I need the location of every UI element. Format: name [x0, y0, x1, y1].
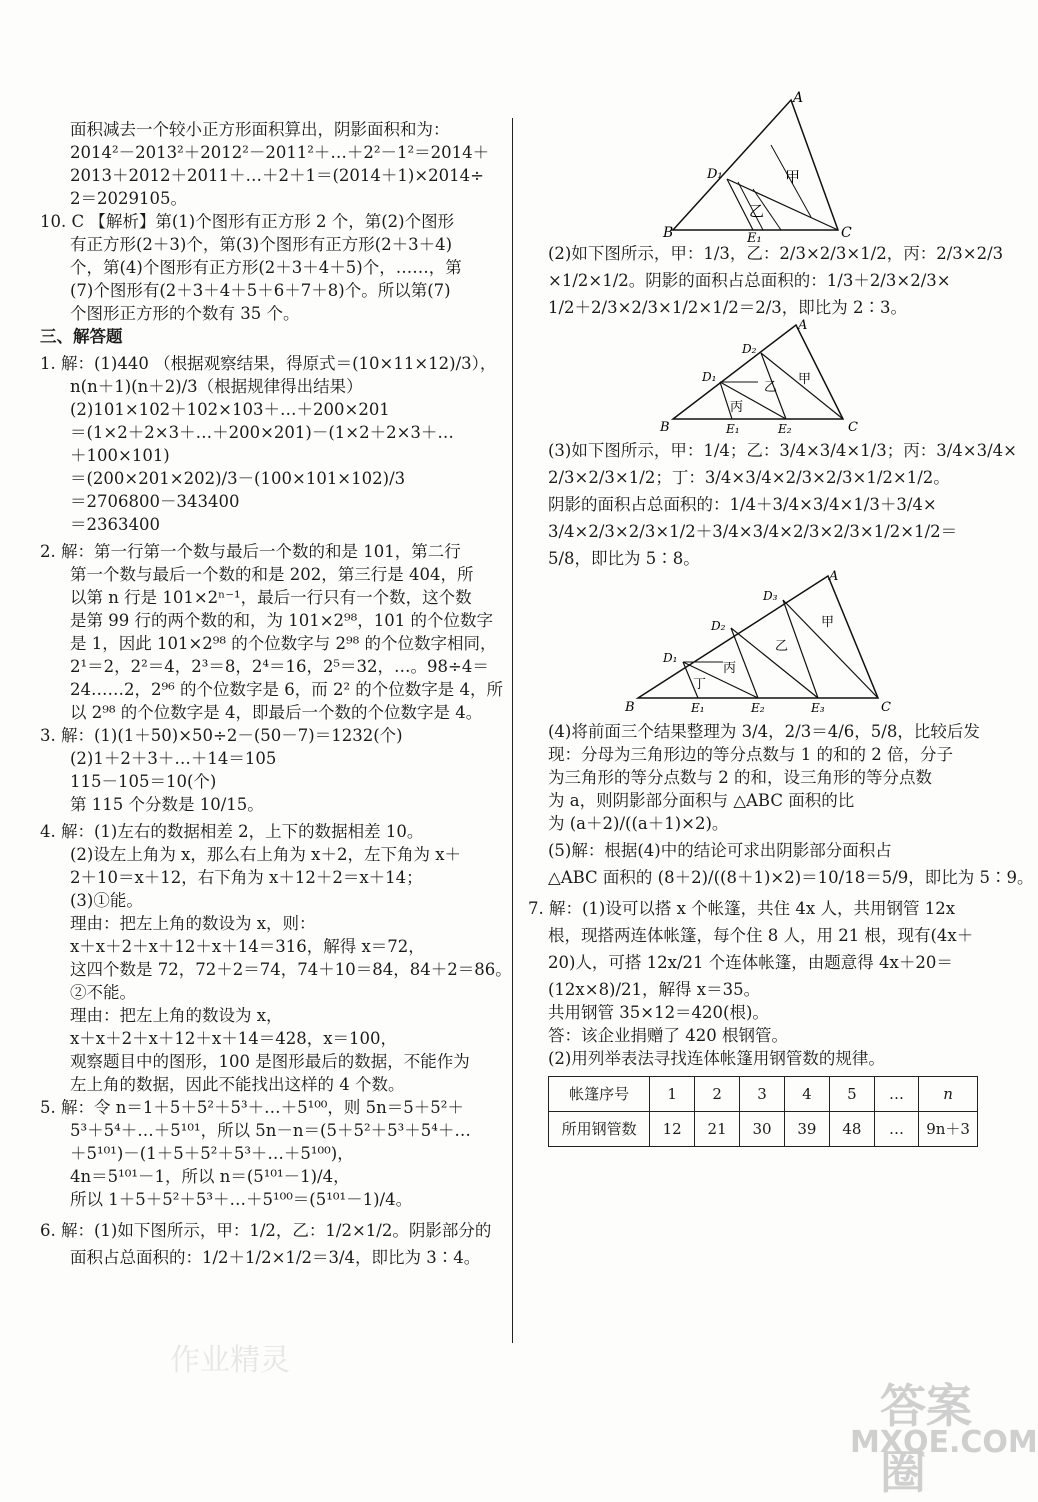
triangle-abc	[638, 576, 878, 698]
text-line: x＋x＋2＋x＋12＋x＋14＝316，解得 x＝72，	[70, 937, 425, 956]
triangle-figure-1	[663, 90, 863, 246]
left-column	[40, 118, 512, 1269]
text-line: (7)个图形有(2＋3＋4＋5＋6＋7＋8)个。所以第(7)	[70, 281, 451, 300]
text-line: 所以 1＋5＋5²＋5³＋…＋5¹⁰⁰＝(5¹⁰¹－1)/4。	[70, 1190, 413, 1209]
text-line: (2)如下图所示，甲：1/3，乙：2/3×2/3×1/2，丙：2/3×2/3	[548, 244, 1004, 263]
answer-3: 3. 解：(1)(1＋50)×50÷2－(50－7)＝1232(个)	[40, 726, 403, 745]
text-line: 24……2，2⁹⁶ 的个位数字是 6，而 2² 的个位数字是 4，所	[70, 680, 504, 699]
text-line: 5/8，即比为 5∶8。	[548, 549, 700, 568]
text-line: ＝(200×201×202)/3－(100×101×102)/3	[70, 469, 406, 488]
text-line: 面积减去一个较小正方形面积算出，阴影面积和为：	[70, 120, 450, 139]
table-row	[549, 1112, 978, 1147]
text-line: ＋5¹⁰¹)－(1＋5＋5²＋5³＋…＋5¹⁰⁰)，	[70, 1144, 354, 1163]
text-line: (3)如下图所示，甲：1/4；乙：3/4×3/4×1/3；丙：3/4×3/4×	[548, 441, 1018, 460]
label-a: A	[793, 90, 804, 106]
text-line: (2)101×102＋102×103＋…＋200×201	[70, 400, 390, 419]
text-line: 左上角的数据，因此不能找出这样的 4 个数。	[70, 1075, 405, 1094]
table-header-cell: 所用钢管数	[549, 1112, 650, 1147]
label-yi: 乙	[764, 380, 778, 395]
label-d2: D₂	[711, 619, 726, 633]
watermark-url: MXQE.COM	[850, 1425, 1038, 1460]
table-cell: …	[874, 1077, 918, 1112]
text-line: 4n＝5¹⁰¹－1，所以 n＝(5¹⁰¹－1)/4，	[70, 1167, 350, 1186]
answer-7: 7. 解：(1)设可以搭 x 个帐篷，共住 4x 人，共用钢管 12x	[528, 899, 955, 918]
text-line: 为三角形的等分点数与 2 的和，设三角形的等分点数	[548, 768, 932, 787]
label-a: A	[829, 569, 839, 584]
table-cell: …	[874, 1112, 918, 1147]
label-ding: 丁	[693, 677, 707, 692]
watermark-faint: 作业精灵	[170, 1343, 290, 1378]
triangle-figure-2	[658, 319, 868, 439]
text-line: (3)①能。	[70, 891, 143, 910]
table-cell: 5	[829, 1077, 874, 1112]
text-line: ×1/2×1/2。阴影的面积占总面积的：1/3＋2/3×2/3×	[548, 271, 951, 290]
text-line: 是第 99 行的两个数的和，为 101×2⁹⁸，101 的个位数字	[70, 611, 494, 630]
text-line: (2)设左上角为 x，那么右上角为 x＋2，左下角为 x＋	[70, 845, 462, 864]
table-row	[549, 1077, 978, 1112]
text-line: 115－105＝10(个)	[70, 772, 217, 791]
label-d1: D₁	[702, 370, 717, 384]
triangle-abc	[673, 325, 843, 419]
label-b: B	[663, 225, 674, 241]
label-e1: E₁	[747, 231, 762, 246]
triangle-figure-3	[623, 570, 903, 720]
column-divider	[512, 118, 513, 1343]
label-e3: E₃	[811, 701, 825, 715]
label-yi: 乙	[749, 202, 765, 220]
text-line: 这四个数是 72，72＋2＝74，74＋10＝84，84＋2＝86。	[70, 960, 512, 979]
text-line: 2＝2029105。	[70, 189, 187, 208]
text-line: 个，第(4)个图形有正方形(2＋3＋4＋5)个，……，第	[70, 258, 462, 277]
text-line: 第一个数与最后一个数的和是 202，第三行是 404，所	[70, 565, 474, 584]
watermark-logo: 答案圈	[880, 1379, 972, 1499]
text-line: (2)1＋2＋3＋…＋14＝105	[70, 749, 277, 768]
text-line: 2/3×2/3×1/2；丁：3/4×3/4×2/3×2/3×1/2×1/2。	[548, 468, 950, 487]
segment-d1-c	[727, 179, 838, 230]
text-line: ＝(1×2＋2×3＋…＋200×201)－(1×2＋2×3＋…	[70, 423, 454, 442]
label-d1: D₁	[663, 651, 678, 665]
text-line: 20)人，可搭 12x/21 个连体帐篷，由题意得 4x＋20＝	[548, 953, 953, 972]
label-c: C	[841, 225, 852, 241]
text-line: (2)用列举表法寻找连体帐篷用钢管数的规律。	[548, 1049, 885, 1068]
text-line: 现：分母为三角形边的等分点数与 1 的和的 2 倍，分子	[548, 745, 953, 764]
text-line: 第 115 个分数是 10/15。	[70, 795, 264, 814]
table-cell: 2	[695, 1077, 740, 1112]
label-d3: D₃	[763, 589, 778, 603]
text-line: 共用钢管 35×12＝420(根)。	[548, 1003, 769, 1022]
answer-1: 1. 解：(1)440 （根据观察结果，得原式＝(10×11×12)/3），	[40, 354, 497, 373]
text-line: 有正方形(2＋3)个，第(3)个图形有正方形(2＋3＋4)	[70, 235, 453, 254]
text-line: 个图形正方形的个数有 35 个。	[70, 304, 300, 323]
text-line: ②不能。	[70, 983, 136, 1002]
table-cell: 30	[740, 1112, 785, 1147]
answer-2: 2. 解：第一行第一个数与最后一个数的和是 101，第二行	[40, 542, 461, 561]
text-line: 3/4×2/3×2/3×1/2＋3/4×3/4×2/3×2/3×1/2×1/2＝	[548, 522, 958, 541]
text-line: 观察题目中的图形，100 是图形最后的数据，不能作为	[70, 1052, 470, 1071]
answer-4: 4. 解：(1)左右的数据相差 2，上下的数据相差 10。	[40, 822, 424, 841]
text-line: 2＋10＝x＋12，右下角为 x＋12＋2＝x＋14；	[70, 868, 423, 887]
table-cell: 9n＋3	[919, 1112, 978, 1147]
text-line: x＋x＋2＋x＋12＋x＋14＝428，x＝100，	[70, 1029, 398, 1048]
text-line: 根，现搭两连体帐篷，每个住 8 人，用 21 根，现有(4x＋	[548, 926, 974, 945]
text-line: 2013＋2012＋2011＋…＋2＋1＝(2014＋1)×2014÷	[70, 166, 484, 185]
label-d2: D₂	[742, 342, 757, 356]
label-yi: 乙	[775, 639, 789, 654]
text-line: △ABC 面积的 (8＋2)/((8＋1)×2)＝10/18＝5/9，即比为 5∶9。	[548, 868, 1034, 887]
label-e1: E₁	[691, 701, 705, 715]
label-d1: D₁	[707, 167, 723, 182]
text-line: 是 1，因此 101×2⁹⁸ 的个位数字与 2⁹⁸ 的个位数字相同，	[70, 634, 497, 653]
table-cell: 12	[650, 1112, 695, 1147]
text-line: 以第 n 行是 101×2ⁿ⁻¹，最后一行只有一个数，这个数	[70, 588, 472, 607]
right-column	[528, 90, 1034, 1147]
text-line: 2014²－2013²＋2012²－2011²＋…＋2²－1²＝2014＋	[70, 143, 490, 162]
text-line: n(n＋1)(n＋2)/3（根据规律得出结果）	[70, 377, 363, 396]
table-cell: 3	[740, 1077, 785, 1112]
text-line: ＝2706800－343400	[70, 492, 240, 511]
text-line: 面积占总面积的：1/2＋1/2×1/2＝3/4，即比为 3∶4。	[70, 1248, 481, 1267]
text-line: (5)解：根据(4)中的结论可求出阴影部分面积占	[548, 841, 892, 860]
label-jia: 甲	[821, 615, 835, 630]
text-line: 1/2＋2/3×2/3×1/2×1/2＝2/3，即比为 2∶3。	[548, 298, 908, 317]
label-c: C	[881, 700, 891, 715]
label-e1: E₁	[726, 422, 740, 436]
label-e2: E₂	[778, 422, 792, 436]
label-jia: 甲	[785, 168, 801, 186]
label-bing: 丙	[723, 661, 737, 676]
answer-5: 5. 解：令 n＝1＋5＋5²＋5³＋…＋5¹⁰⁰，则 5n＝5＋5²＋	[40, 1098, 464, 1117]
steel-pipe-table	[548, 1076, 978, 1147]
answer-10: 10. C 【解析】第(1)个图形有正方形 2 个，第(2)个图形	[40, 212, 455, 231]
text-line: 为 (a＋2)/((a＋1)×2)。	[548, 814, 729, 833]
text-line: 理由：把左上角的数设为 x，	[70, 1006, 283, 1025]
section-heading: 三、解答题	[40, 327, 123, 346]
label-a: A	[798, 318, 808, 333]
label-b: B	[660, 420, 670, 435]
answer-6: 6. 解：(1)如下图所示，甲：1/2，乙：1/2×1/2。阴影部分的	[40, 1221, 492, 1240]
table-cell: 48	[829, 1112, 874, 1147]
table-cell: 21	[695, 1112, 740, 1147]
table-cell: 4	[784, 1077, 829, 1112]
text-line: ＝2363400	[70, 515, 160, 534]
text-line: ＋100×101)	[70, 446, 170, 465]
label-bing: 丙	[730, 400, 744, 415]
table-header-cell: 帐篷序号	[549, 1077, 650, 1112]
text-line: 为 a，则阴影部分面积与 △ABC 面积的比	[548, 791, 855, 810]
table-cell: n	[919, 1077, 978, 1112]
text-line: 阴影的面积占总面积的：1/4＋3/4×3/4×1/3＋3/4×	[548, 495, 937, 514]
label-b: B	[625, 700, 635, 715]
table-cell: 39	[784, 1112, 829, 1147]
table-cell: 1	[650, 1077, 695, 1112]
label-e2: E₂	[751, 701, 765, 715]
text-line: 理由：把左上角的数设为 x，则：	[70, 914, 316, 933]
text-line: (12x×8)/21，解得 x＝35。	[548, 980, 761, 999]
text-line: 答：该企业捐赠了 420 根钢管。	[548, 1026, 788, 1045]
label-c: C	[848, 420, 858, 435]
text-line: (4)将前面三个结果整理为 3/4，2/3＝4/6，5/8，比较后发	[548, 722, 980, 741]
text-line: 5³＋5⁴＋…＋5¹⁰¹，所以 5n－n＝(5＋5²＋5³＋5⁴＋…	[70, 1121, 471, 1140]
label-jia: 甲	[798, 372, 812, 387]
text-line: 以 2⁹⁸ 的个位数字是 4，即最后一个数的个位数字是 4。	[70, 703, 483, 722]
text-line: 2¹＝2，2²＝4，2³＝8，2⁴＝16，2⁵＝32，…。98÷4＝	[70, 657, 489, 676]
